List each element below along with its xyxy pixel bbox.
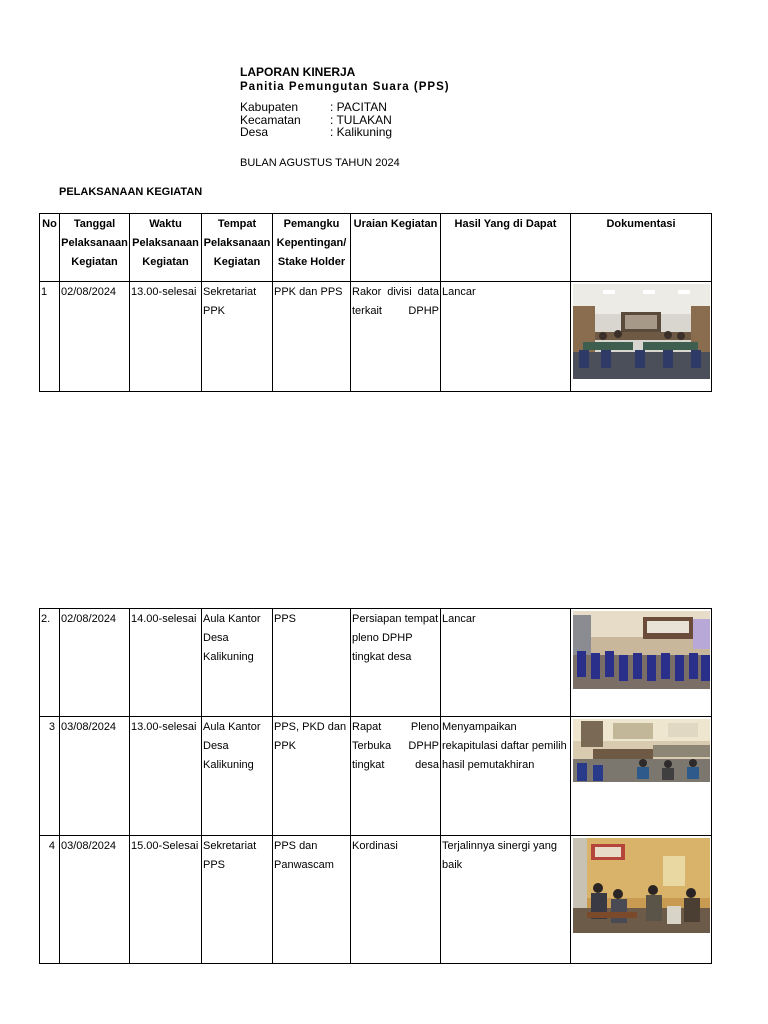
photo-meeting-hall: [573, 284, 710, 379]
cell-pemangku: PPS, PKD dan PPK: [273, 717, 351, 836]
header-tanggal: Tanggal Pelaksanaan Kegiatan: [60, 214, 130, 282]
header-tempat: Tempat Pelaksanaan Kegiatan: [202, 214, 273, 282]
cell-dokumentasi: [571, 717, 712, 836]
table-header-row: [40, 214, 712, 282]
report-subtitle: Panitia Pemungutan Suara (PPS): [240, 81, 450, 93]
header-no: No: [40, 214, 60, 282]
activity-table-continued: [39, 608, 712, 964]
cell-hasil: Menyampaikan rekapitulasi daftar pemilih hasil pemutakhiran: [441, 717, 571, 836]
cell-hasil: Lancar: [441, 609, 571, 717]
report-period: BULAN AGUSTUS TAHUN 2024: [240, 156, 400, 169]
cell-uraian: Persiapan tempat pleno DPHP tingkat desa: [351, 609, 441, 717]
table-row: [40, 717, 712, 836]
photo-plenary-meeting: [573, 719, 710, 782]
cell-waktu: 15.00-Selesai: [130, 836, 202, 964]
table-row: [40, 836, 712, 964]
info-label: Desa: [240, 125, 269, 139]
table-row: [40, 282, 712, 392]
header-dokumentasi: Dokumentasi: [571, 214, 712, 282]
table-row: [40, 609, 712, 717]
info-value: : TULAKAN: [330, 112, 392, 127]
location-info: [240, 101, 540, 139]
cell-tempat: Aula Kantor Desa Kalikuning: [202, 609, 273, 717]
report-header: [240, 64, 540, 169]
cell-dokumentasi: [571, 282, 712, 392]
header-uraian: Uraian Kegiatan: [351, 214, 441, 282]
cell-pemangku: PPS: [273, 609, 351, 717]
cell-dokumentasi: [571, 609, 712, 717]
cell-waktu: 14.00-selesai: [130, 609, 202, 717]
cell-tempat: Aula Kantor Desa Kalikuning: [202, 717, 273, 836]
photo-coordination: [573, 838, 710, 933]
header-hasil: Hasil Yang di Dapat: [441, 214, 571, 282]
cell-uraian: Kordinasi: [351, 836, 441, 964]
info-value: : PACITAN: [330, 100, 387, 114]
activity-table: [39, 213, 712, 392]
cell-uraian: Rapat Pleno Terbuka DPHP tingkat desa: [351, 717, 441, 836]
info-label: Kecamatan: [240, 112, 301, 127]
info-label: Kabupaten: [240, 100, 299, 114]
header-pemangku: Pemangku Kepentingan/ Stake Holder: [273, 214, 351, 282]
cell-tanggal: 02/08/2024: [60, 282, 130, 392]
section-title: PELAKSANAAN KEGIATAN: [59, 186, 203, 198]
cell-uraian: Rakor divisi data terkait DPHP: [351, 282, 441, 392]
cell-waktu: 13.00-selesai: [130, 717, 202, 836]
cell-tanggal: 03/08/2024: [60, 717, 130, 836]
cell-no: 1: [40, 282, 60, 392]
cell-waktu: 13.00-selesai: [130, 282, 202, 392]
cell-hasil: Terjalinnya sinergi yang baik: [441, 836, 571, 964]
cell-pemangku: PPS dan Panwascam: [273, 836, 351, 964]
cell-dokumentasi: [571, 836, 712, 964]
info-value: : Kalikuning: [330, 125, 393, 139]
cell-no: 4: [40, 836, 60, 964]
info-row-desa: [240, 126, 540, 139]
cell-tempat: Sekretariat PPK: [202, 282, 273, 392]
report-title: LAPORAN KINERJA: [240, 65, 356, 79]
cell-tempat: Sekretariat PPS: [202, 836, 273, 964]
cell-no: 3: [40, 717, 60, 836]
info-row-kabupaten: [240, 101, 540, 114]
cell-pemangku: PPK dan PPS: [273, 282, 351, 392]
header-waktu: Waktu Pelaksanaan Kegiatan: [130, 214, 202, 282]
cell-hasil: Lancar: [441, 282, 571, 392]
cell-tanggal: 02/08/2024: [60, 609, 130, 717]
cell-tanggal: 03/08/2024: [60, 836, 130, 964]
cell-no: 2.: [40, 609, 60, 717]
photo-hall-chairs: [573, 611, 710, 689]
